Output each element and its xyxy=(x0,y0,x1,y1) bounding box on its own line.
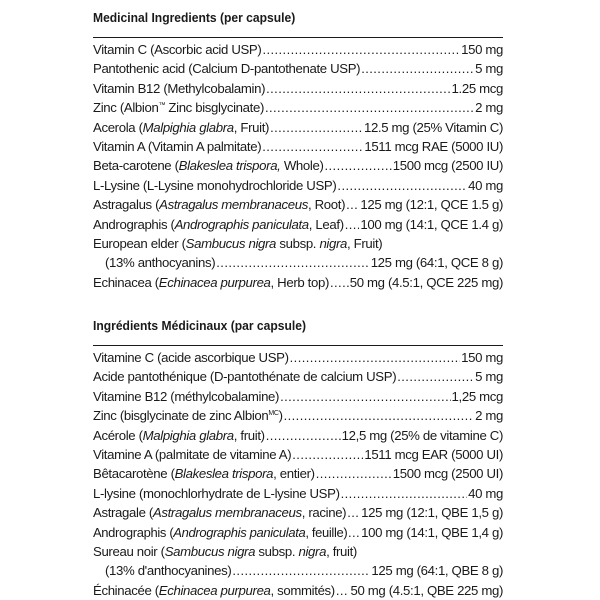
dot-leader xyxy=(316,464,392,483)
ingredient-name-part: ™ xyxy=(158,102,166,110)
ingredient-row xyxy=(93,215,503,234)
ingredient-row xyxy=(93,387,503,406)
ingredient-latin-name: Andrographis paniculata xyxy=(173,524,306,540)
ingredient-row xyxy=(93,542,503,561)
french-heading-rule xyxy=(93,345,503,346)
ingredient-latin-name: Sambucus nigra xyxy=(185,235,277,251)
ingredient-name xyxy=(93,79,265,98)
ingredient-name xyxy=(93,406,283,425)
ingredient-amount: 1.25 mcg xyxy=(451,80,503,96)
ingredient-name-part: Bêtacarotène ( xyxy=(93,466,175,482)
ingredient-amount: 100 mg (14:1, QCE 1.4 g) xyxy=(360,216,503,232)
english-heading-rule xyxy=(93,37,503,38)
ingredient-amount: 12,5 mg (25% de vitamine C) xyxy=(341,427,503,443)
ingredient-row xyxy=(93,426,503,445)
ingredient-amount: 1511 mcg EAR (5000 UI) xyxy=(364,446,503,462)
ingredient-name xyxy=(93,156,324,175)
ingredient-name xyxy=(93,273,329,292)
ingredient-latin-name: Blakeslea trispora xyxy=(174,466,274,482)
dot-leader xyxy=(266,426,341,445)
ingredient-name-part: Echinacea ( xyxy=(93,274,159,290)
ingredient-amount: 125 mg (64:1, QCE 8 g) xyxy=(370,255,503,271)
ingredient-name-part: ) xyxy=(278,408,283,424)
ingredient-name-part: L-Lysine (L-Lysine monohydrochloride USP) xyxy=(93,177,337,193)
ingredient-latin-name: Echinacea purpurea xyxy=(158,274,271,290)
dot-leader xyxy=(270,118,363,137)
ingredient-name xyxy=(93,59,360,78)
ingredient-row xyxy=(93,195,503,214)
ingredient-latin-name: nigra xyxy=(298,543,327,559)
ingredient-name-part: Vitamin C (Ascorbic acid USP) xyxy=(93,41,262,57)
ingredient-name-part: , Fruit) xyxy=(347,235,383,251)
english-heading: Medicinal Ingredients (per capsule) xyxy=(93,10,296,25)
ingredient-name xyxy=(93,367,396,386)
ingredient-name-part: MC xyxy=(268,410,279,418)
ingredient-name-part: Vitamin B12 (Methylcobalamin) xyxy=(93,80,266,96)
dot-leader xyxy=(216,253,369,272)
ingredient-row xyxy=(93,79,503,98)
ingredient-row xyxy=(93,406,503,425)
ingredient-name-part: Andrographis ( xyxy=(93,524,174,540)
ingredient-row xyxy=(93,581,503,600)
ingredient-amount: 50 mg (4.5:1, QBE 225 mg) xyxy=(350,582,503,598)
dot-leader xyxy=(262,137,363,156)
ingredient-name xyxy=(93,464,315,483)
ingredient-amount: 50 mg (4.5:1, QCE 225 mg) xyxy=(349,274,503,290)
ingredient-name-part: Zinc (bisglycinate de zinc Albion xyxy=(93,408,269,424)
ingredient-name xyxy=(93,387,279,406)
ingredient-name-part: Vitamine C (acide ascorbique USP) xyxy=(93,349,289,365)
ingredient-name xyxy=(93,40,261,59)
ingredient-name xyxy=(93,118,269,137)
english-ingredient-list xyxy=(93,40,503,292)
dot-leader xyxy=(290,348,460,367)
dot-leader xyxy=(347,503,360,522)
ingredient-name-part: Zinc bisglycinate) xyxy=(165,100,264,116)
ingredient-name-part: , Root) xyxy=(307,197,346,213)
dot-leader xyxy=(341,484,467,503)
dot-leader xyxy=(348,523,360,542)
dot-leader xyxy=(345,215,360,234)
ingredient-row xyxy=(93,367,503,386)
ingredient-amount: 100 mg (14:1, QBE 1,4 g) xyxy=(361,524,503,540)
ingredient-latin-name: Astragalus membranaceus xyxy=(159,197,308,213)
ingredient-amount: 1500 mcg (2500 IU) xyxy=(392,158,503,174)
french-ingredient-list xyxy=(93,348,503,600)
ingredient-name-part: Échinacée ( xyxy=(93,582,159,598)
ingredient-name-part: Vitamine B12 (méthylcobalamine) xyxy=(93,388,280,404)
ingredient-row xyxy=(93,348,503,367)
dot-leader xyxy=(284,406,474,425)
ingredient-name-part: , sommités) xyxy=(270,582,335,598)
ingredient-name xyxy=(93,348,289,367)
ingredient-name-part: Acerola ( xyxy=(93,119,143,135)
ingredient-name xyxy=(93,98,264,117)
ingredient-amount: 125 mg (12:1, QCE 1.5 g) xyxy=(360,197,503,213)
ingredient-amount: 12.5 mg (25% Vitamin C) xyxy=(363,119,503,135)
ingredient-name xyxy=(93,581,335,600)
ingredient-row xyxy=(93,445,503,464)
ingredient-row xyxy=(93,503,503,522)
ingredient-latin-name: Sambucus nigra xyxy=(164,543,256,559)
dot-leader xyxy=(361,59,474,78)
ingredient-amount: 125 mg (12:1, QBE 1,5 g) xyxy=(361,505,503,521)
ingredient-name-part: , Herb top) xyxy=(270,274,329,290)
ingredient-name-part: Astragalus ( xyxy=(93,197,160,213)
ingredient-row xyxy=(93,98,503,117)
dot-leader xyxy=(292,445,363,464)
dot-leader xyxy=(330,273,349,292)
dot-leader xyxy=(346,195,359,214)
ingredient-row xyxy=(93,118,503,137)
ingredient-name-part: , Fruit) xyxy=(233,119,270,135)
ingredient-name-part: Whole) xyxy=(280,158,324,174)
ingredient-name-part: , fruit) xyxy=(233,427,265,443)
ingredient-name-part: Vitamin A (Vitamin A palmitate) xyxy=(93,138,262,154)
ingredient-row xyxy=(93,176,503,195)
ingredient-name-part: Andrographis ( xyxy=(93,216,175,232)
ingredient-name-part: Vitamine A (palmitate de vitamine A) xyxy=(93,446,292,462)
ingredient-name xyxy=(93,542,357,561)
ingredient-name xyxy=(93,215,344,234)
ingredient-amount: 1,25 mcg xyxy=(451,388,503,404)
ingredient-name-part: , feuille) xyxy=(305,524,348,540)
ingredient-name-part: Acérole ( xyxy=(93,427,143,443)
french-heading: Ingrédients Médicinaux (par capsule) xyxy=(93,318,306,333)
ingredient-name xyxy=(93,523,348,542)
ingredient-name-part: Astragale ( xyxy=(93,505,153,521)
ingredient-name xyxy=(93,137,261,156)
ingredient-latin-name: Malpighia glabra xyxy=(142,427,234,443)
ingredient-name-part: , entier) xyxy=(273,466,315,482)
ingredient-name xyxy=(93,484,340,503)
ingredient-name-part: , racine) xyxy=(301,505,347,521)
ingredient-row xyxy=(93,156,503,175)
ingredient-amount: 150 mg xyxy=(461,41,503,57)
ingredient-name xyxy=(93,253,215,272)
ingredient-row xyxy=(93,137,503,156)
dot-leader xyxy=(397,367,474,386)
dot-leader xyxy=(266,79,450,98)
ingredient-row xyxy=(93,234,503,253)
ingredient-name-part: subsp. xyxy=(276,235,320,251)
ingredient-row xyxy=(93,253,503,272)
ingredient-name xyxy=(93,234,382,253)
ingredient-amount: 150 mg xyxy=(461,349,503,365)
ingredient-latin-name: Malpighia glabra xyxy=(142,119,234,135)
ingredient-name-part: Acide pantothénique (D-pantothénate de calcium USP) xyxy=(93,369,397,385)
ingredient-name xyxy=(93,176,336,195)
ingredient-name-part: Beta-carotene ( xyxy=(93,158,179,174)
ingredient-amount: 2 mg xyxy=(475,408,503,424)
ingredient-name-part: L-lysine (monochlorhydrate de L-lysine USP) xyxy=(93,485,340,501)
ingredient-amount: 40 mg xyxy=(468,485,503,501)
ingredient-row xyxy=(93,59,503,78)
ingredient-row xyxy=(93,464,503,483)
ingredient-latin-name: Andrographis paniculata xyxy=(174,216,309,232)
ingredient-name xyxy=(93,503,346,522)
french-ingredients-section xyxy=(93,318,503,600)
ingredient-row xyxy=(93,273,503,292)
ingredient-amount: 125 mg (64:1, QBE 8 g) xyxy=(371,563,503,579)
ingredient-name xyxy=(93,426,265,445)
ingredient-name-part: Zinc (Albion xyxy=(93,100,159,116)
ingredient-latin-name: Echinacea purpurea xyxy=(158,582,271,598)
ingredient-name-part: subsp. xyxy=(255,543,299,559)
ingredient-amount: 5 mg xyxy=(475,369,503,385)
ingredient-latin-name: nigra xyxy=(319,235,348,251)
ingredient-latin-name: Astragalus membranaceus xyxy=(152,505,302,521)
dot-leader xyxy=(232,561,370,580)
ingredient-amount: 40 mg xyxy=(468,177,503,193)
ingredient-name-part: Pantothenic acid (Calcium D-pantothenate USP) xyxy=(93,61,361,77)
ingredient-row xyxy=(93,561,503,580)
ingredient-amount: 1511 mcg RAE (5000 IU) xyxy=(364,138,503,154)
english-ingredients-section xyxy=(93,10,503,292)
ingredient-row xyxy=(93,484,503,503)
ingredient-name xyxy=(93,561,231,580)
dot-leader xyxy=(337,176,467,195)
ingredient-name-part: Sureau noir ( xyxy=(93,543,165,559)
dot-leader xyxy=(265,98,474,117)
ingredient-name-part: , Leaf) xyxy=(308,216,344,232)
dot-leader xyxy=(280,387,450,406)
ingredient-amount: 5 mg xyxy=(475,61,503,77)
ingredient-name-part: European elder ( xyxy=(93,235,186,251)
ingredient-row xyxy=(93,40,503,59)
ingredient-row xyxy=(93,523,503,542)
dot-leader xyxy=(325,156,392,175)
dot-leader xyxy=(262,40,460,59)
ingredient-latin-name: Blakeslea trispora, xyxy=(178,158,281,174)
ingredient-name-part: , fruit) xyxy=(326,543,357,559)
dot-leader xyxy=(336,581,350,600)
ingredient-name xyxy=(93,195,345,214)
ingredient-name-part: (13% anthocyanins) xyxy=(105,255,216,271)
ingredient-amount: 1500 mcg (2500 UI) xyxy=(392,466,503,482)
ingredient-name xyxy=(93,445,291,464)
ingredient-amount: 2 mg xyxy=(475,100,503,116)
ingredient-name-part: (13% d'anthocyanines) xyxy=(105,563,232,579)
